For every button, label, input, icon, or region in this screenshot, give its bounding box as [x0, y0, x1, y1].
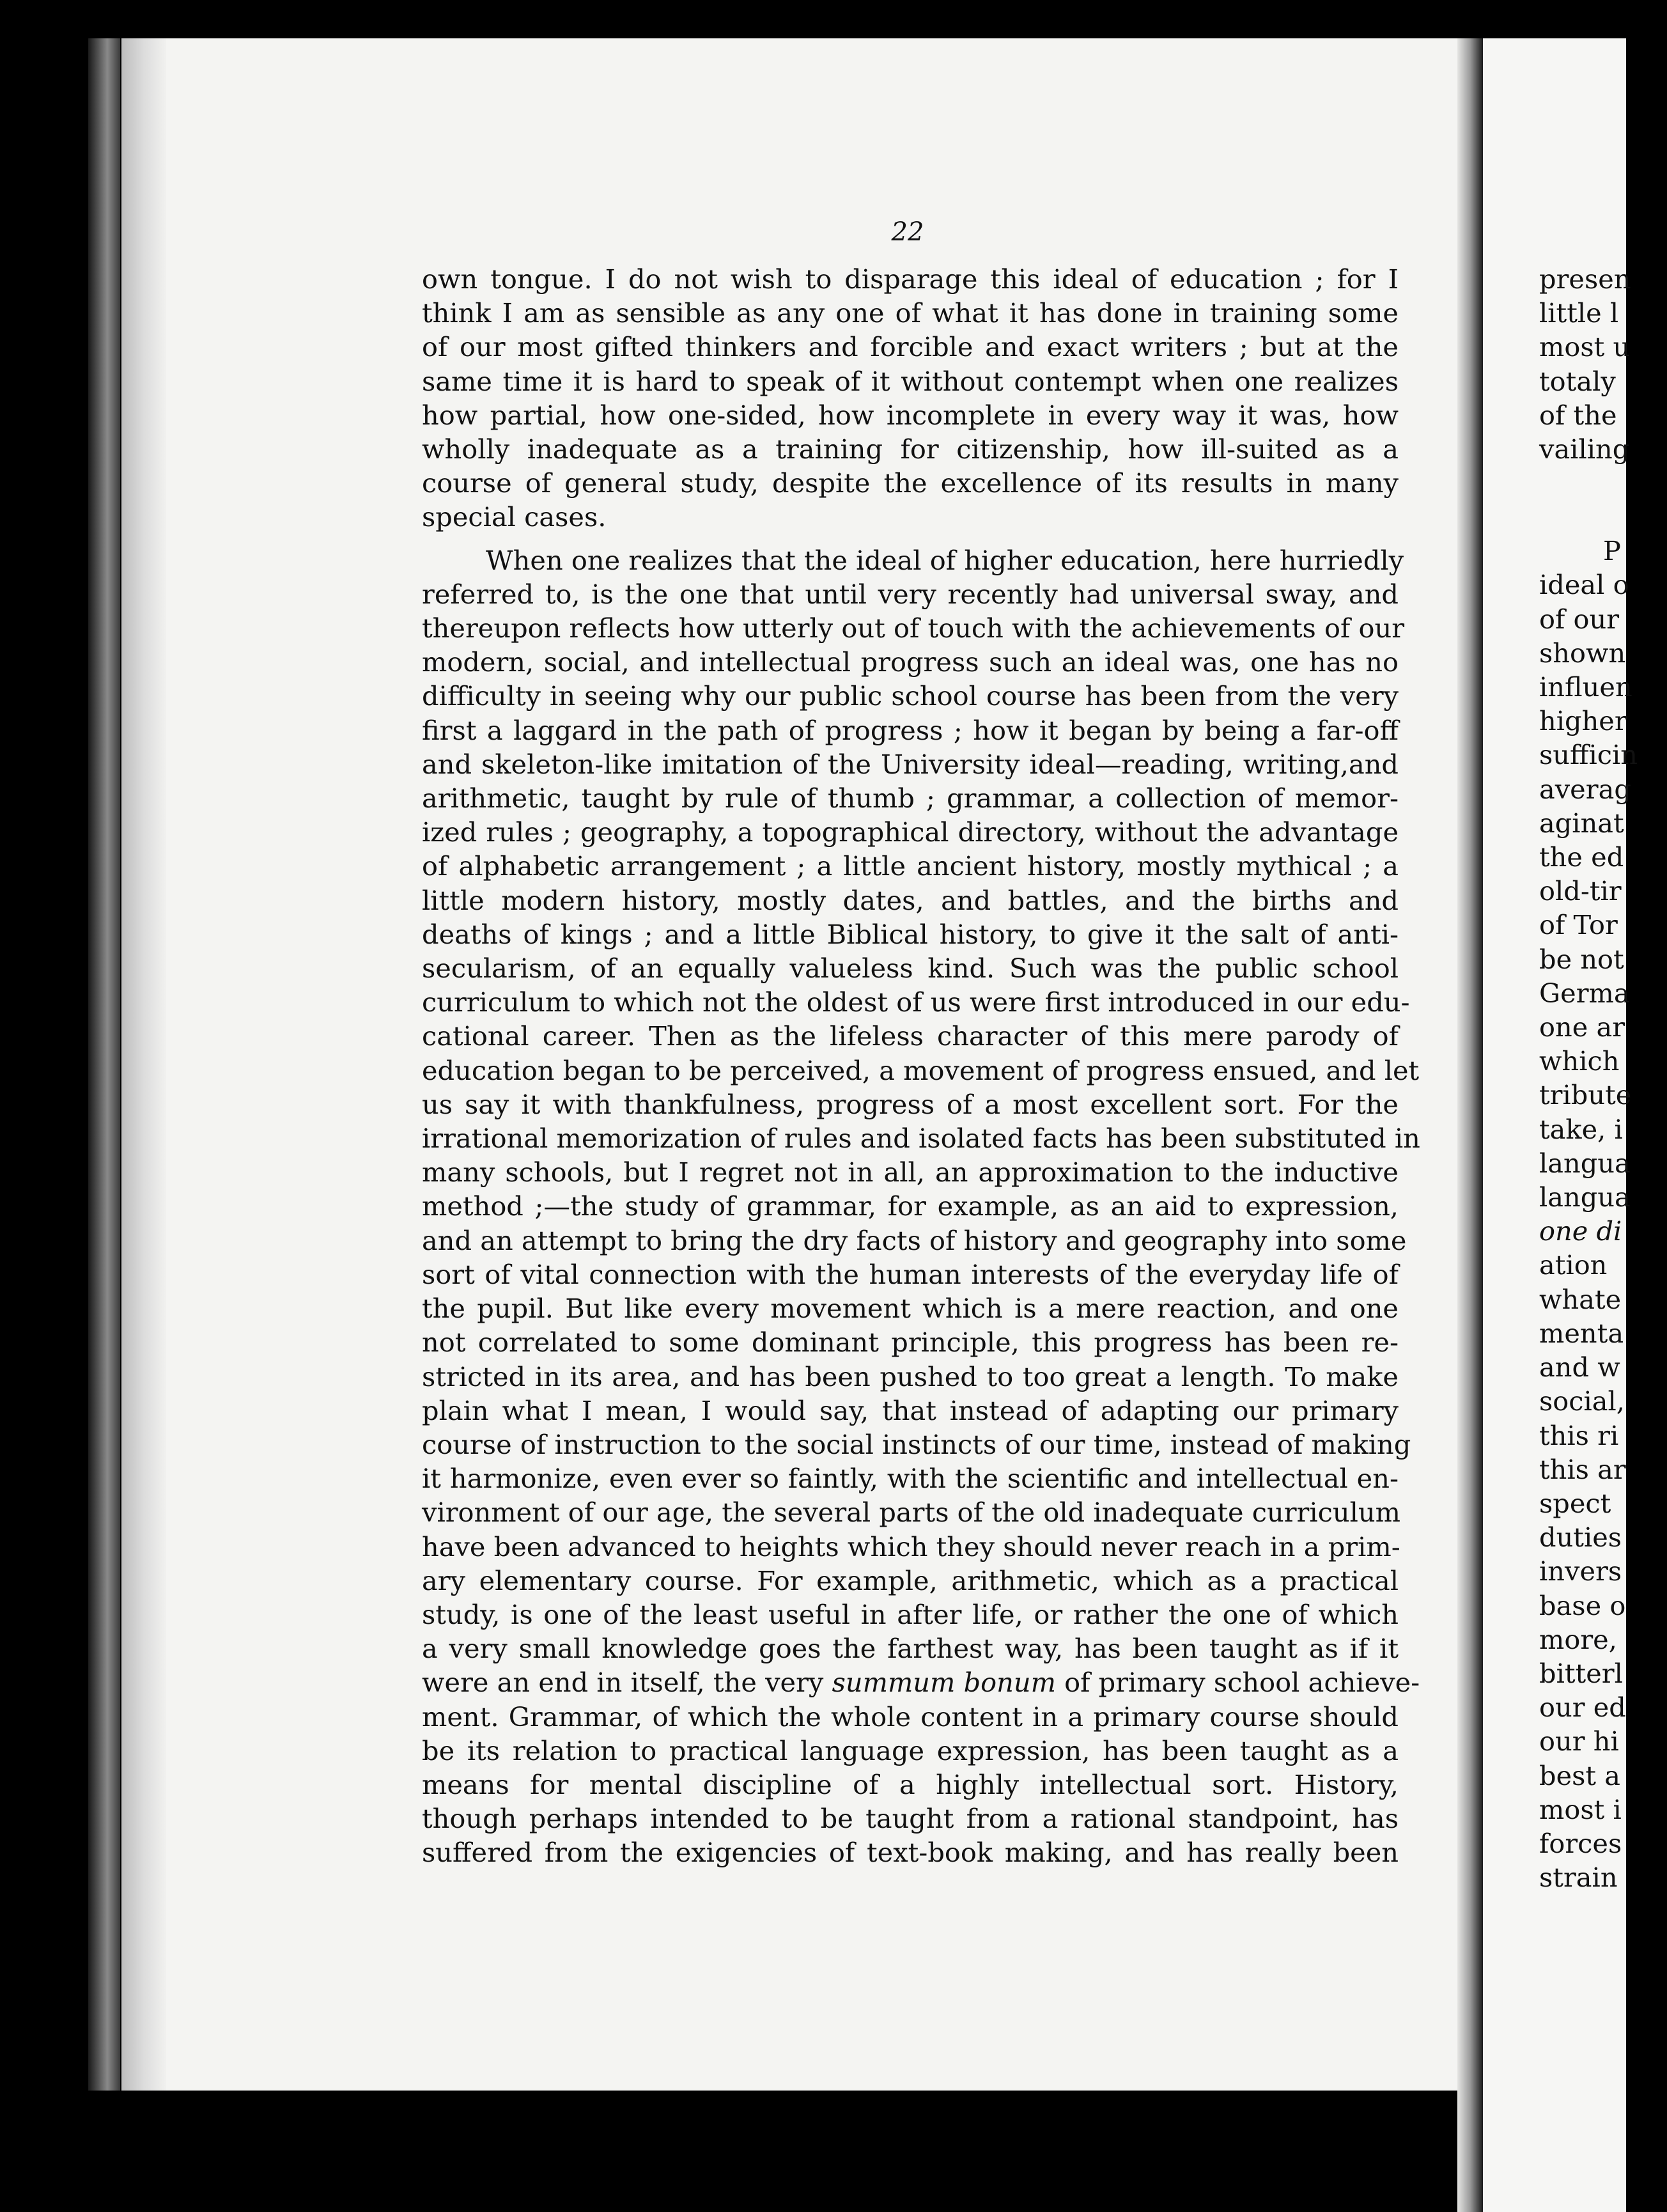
text-line: shown [1539, 637, 1626, 669]
text-line: a very small knowledge goes the farthest way, has been taught as if it [422, 1633, 1399, 1665]
text-line: langua [1539, 1147, 1631, 1179]
text-line: this ri [1539, 1419, 1619, 1451]
text-line: which [1539, 1045, 1620, 1077]
text-line: Germa [1539, 977, 1630, 1009]
text-line: old-tir [1539, 875, 1622, 907]
right-page [1483, 38, 1638, 2212]
text-line: special cases. [422, 501, 607, 533]
left-page-edge [121, 38, 166, 2091]
text-line: invers [1539, 1555, 1622, 1587]
text-line: difficulty in seeing why our public school course has been from the very [422, 680, 1399, 712]
text-line: P [1603, 535, 1621, 567]
text-line: one ar [1539, 1011, 1625, 1043]
text-line: means for mental discipline of a highly intellectual sort. History, [422, 1768, 1399, 1800]
text-line: ideal o [1539, 569, 1629, 601]
text-line: most u [1539, 331, 1631, 363]
text-line: presen [1539, 263, 1631, 295]
text-line: our hi [1539, 1725, 1619, 1757]
text-line: study, is one of the least useful in after life, or rather the one of which [422, 1598, 1399, 1630]
text-line: one di [1539, 1215, 1622, 1247]
text-line: little modern history, mostly dates, and battles, and the births and [422, 884, 1399, 916]
text-line: same time it is hard to speak of it without contempt when one realizes [422, 365, 1399, 397]
text-line: ment. Grammar, of which the whole content in a primary course should [422, 1701, 1399, 1733]
text-line: When one realizes that the ideal of higher education, here hurriedly [486, 544, 1404, 576]
page-number: 22 [891, 217, 924, 247]
text-line: the ed [1539, 841, 1624, 873]
text-line: cational career. Then as the lifeless character of this mere parody of [422, 1020, 1399, 1052]
text-line: of Tor [1539, 909, 1618, 941]
text-line: referred to, is the one that until very recently had universal sway, and [422, 578, 1399, 610]
text-line: totaly [1539, 365, 1616, 397]
text-line: best a [1539, 1759, 1621, 1791]
text-line: sufficin [1539, 739, 1638, 771]
text-line: menta [1539, 1317, 1624, 1349]
text-line: influen [1539, 671, 1632, 703]
text-line: deaths of kings ; and a little Biblical history, to give it the salt of anti- [422, 918, 1399, 950]
text-line: sort of vital connection with the human interests of the everyday life of [422, 1258, 1399, 1290]
text-line: arithmetic, taught by rule of thumb ; grammar, a collection of memor- [422, 783, 1399, 814]
text-line: modern, social, and intellectual progress such an ideal was, one has no [422, 646, 1399, 678]
text-line: higher [1539, 705, 1627, 737]
text-line: plain what I mean, I would say, that instead of adapting our primary [422, 1394, 1399, 1426]
text-line: method ;—the study of grammar, for example, as an aid to expression, [422, 1190, 1399, 1222]
text-line: first a laggard in the path of progress ; how it began by being a far-off [422, 714, 1399, 746]
text-line: averag [1539, 773, 1631, 805]
book-gutter [1457, 38, 1483, 2212]
text-line: most i [1539, 1793, 1622, 1825]
text-line: own tongue. I do not wish to disparage this ideal of education ; for I [422, 263, 1399, 295]
text-line: social, [1539, 1385, 1625, 1417]
main-text-column [422, 262, 1420, 1870]
text-line: of our [1539, 603, 1620, 635]
text-line: this ar [1539, 1453, 1626, 1485]
text-line: of the [1539, 399, 1617, 431]
text-line: were an end in itself, the very summum bonum of primary school achieve- [422, 1667, 1420, 1699]
text-line: the pupil. But like every movement which is a mere reaction, and one [422, 1293, 1399, 1325]
text-line: many schools, but I regret not in all, an approximation to the inductive [422, 1157, 1399, 1188]
text-line: us say it with thankfulness, progress of a most excellent sort. For the [422, 1088, 1399, 1120]
text-line: little l [1539, 297, 1619, 329]
text-line: langua [1539, 1181, 1631, 1213]
text-line: aginat [1539, 807, 1624, 839]
text-line: vironment of our age, the several parts of the old inadequate curriculum [422, 1497, 1400, 1529]
text-line: and an attempt to bring the dry facts of history and geography into some [422, 1224, 1407, 1256]
text-line: of alphabetic arrangement ; a little ancient history, mostly mythical ; a [422, 850, 1399, 882]
text-line: and w [1539, 1351, 1620, 1383]
text-line: not correlated to some dominant principle, this progress has been re- [422, 1327, 1399, 1359]
text-line: vailing [1539, 433, 1630, 465]
text-line: curriculum to which not the oldest of us were first introduced in our edu- [422, 986, 1410, 1018]
text-line: take, i [1539, 1113, 1623, 1145]
text-line: education began to be perceived, a movement of progress ensued, and let [422, 1054, 1420, 1086]
text-line: of our most gifted thinkers and forcible and exact writers ; but at the [422, 331, 1399, 363]
text-line: suffered from the exigencies of text-book making, and has really been [422, 1837, 1399, 1869]
text-line: course of general study, despite the excellence of its results in many [422, 467, 1399, 499]
paragraph-1 [422, 262, 1399, 534]
text-line: ized rules ; geography, a topographical directory, without the advantage [422, 816, 1399, 848]
text-line: more, [1539, 1623, 1617, 1655]
text-line: course of instruction to the social instincts of our time, instead of making [422, 1428, 1411, 1460]
book-spine [88, 38, 120, 2091]
text-line: ary elementary course. For example, arithmetic, which as a practical [422, 1564, 1399, 1596]
text-line: have been advanced to heights which they should never reach in a prim- [422, 1530, 1400, 1562]
text-line: how partial, how one-sided, how incomplete in every way it was, how [422, 399, 1399, 431]
text-line: stricted in its area, and has been pushed to too great a length. To make [422, 1360, 1399, 1392]
paragraph-2 [422, 543, 1420, 1870]
text-line: it harmonize, even ever so faintly, with the scientific and intellectual en- [422, 1463, 1399, 1495]
text-line: irrational memorization of rules and isolated facts has been substituted in [422, 1123, 1420, 1155]
text-line: be not [1539, 943, 1624, 975]
text-line: wholly inadequate as a training for citizenship, how ill-suited as a [422, 433, 1399, 465]
text-line: whate [1539, 1283, 1622, 1315]
text-line: forces [1539, 1827, 1622, 1859]
text-line: secularism, of an equally valueless kind. Such was the public school [422, 953, 1399, 985]
text-line: though perhaps intended to be taught from a rational standpoint, has [422, 1803, 1399, 1835]
text-line: strain [1539, 1862, 1618, 1894]
right-page-text [1539, 262, 1667, 1894]
text-line: our ed [1539, 1692, 1626, 1724]
text-line: bitterl [1539, 1657, 1623, 1689]
text-line: thereupon reflects how utterly out of touch with the achievements of our [422, 612, 1405, 644]
text-line: base o [1539, 1589, 1626, 1621]
text-line: and skeleton-like imitation of the University ideal—reading, writing,and [422, 748, 1399, 780]
text-line: be its relation to practical language expression, has been taught as a [422, 1734, 1399, 1766]
text-line: think I am as sensible as any one of what it has done in training some [422, 297, 1399, 329]
text-line: tribute [1539, 1079, 1632, 1111]
text-line: duties [1539, 1522, 1622, 1554]
text-line: ation [1539, 1249, 1608, 1281]
text-line: spect [1539, 1487, 1611, 1519]
